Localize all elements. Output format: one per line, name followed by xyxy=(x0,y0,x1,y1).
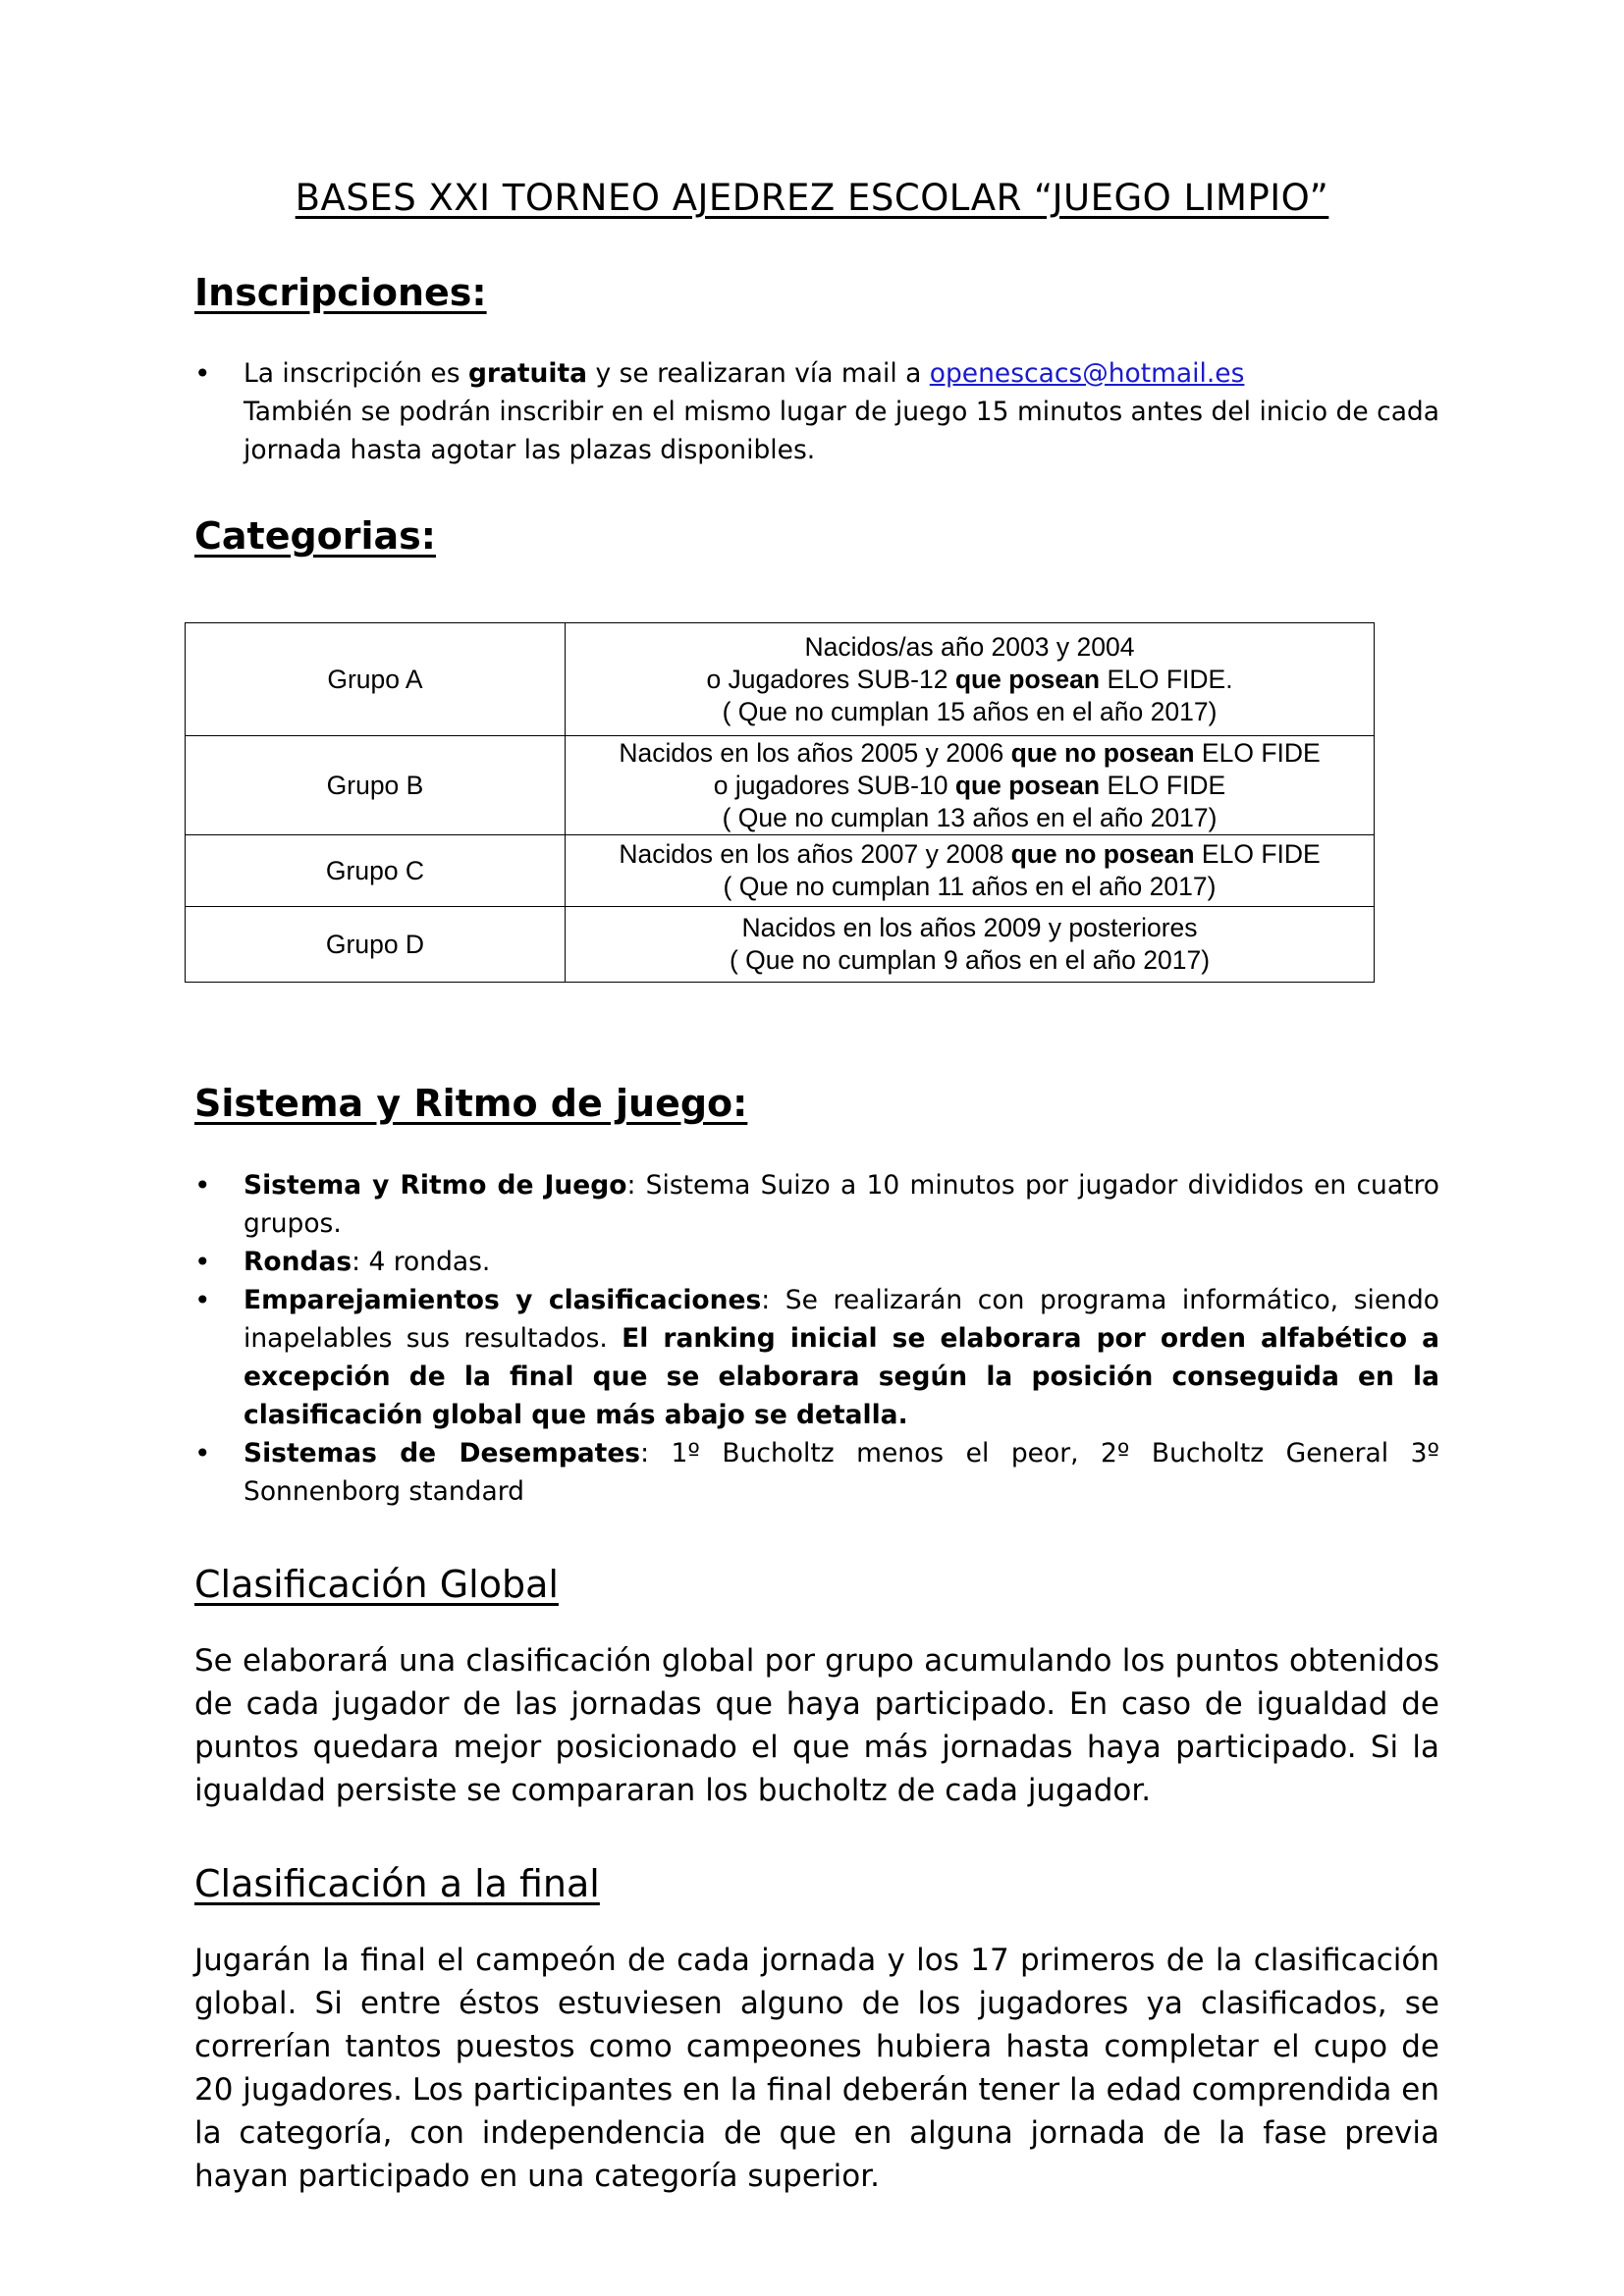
table-row xyxy=(186,736,1375,835)
global-heading: Clasificación Global xyxy=(194,1563,559,1606)
inscripciones-list xyxy=(194,354,1439,469)
description-cell xyxy=(566,623,1375,736)
list-item: • Sistema y Ritmo de Juego: Sistema Suizo a 10 minutos por jugador divididos en cuatro grupos. xyxy=(194,1166,1439,1243)
inscripcion-text: La inscripción es xyxy=(244,358,468,389)
document-title: BASES XXI TORNEO AJEDREZ ESCOLAR “JUEGO LIMPIO” xyxy=(295,177,1329,219)
sistema-heading: Sistema y Ritmo de juego: xyxy=(194,1082,748,1125)
description-line: ( Que no cumplan 11 años en el año 2017) xyxy=(723,872,1217,901)
email-link[interactable]: openescacs@hotmail.es xyxy=(929,358,1245,389)
description-line: o Jugadores SUB-12 que posean ELO FIDE. xyxy=(706,664,1233,694)
group-cell: Grupo A xyxy=(186,623,566,736)
global-paragraph: Se elaborará una clasificación global por grupo acumulando los puntos obtenidos de cada jugador de las jornadas que haya participado. En caso de igualdad de puntos quedara mejor posicionado el que más jornadas haya participado. Si la igualdad persiste se compararan los bucholtz de cada jugador. xyxy=(194,1643,1439,1808)
inscripciones-heading: Inscripciones: xyxy=(194,271,487,314)
list-item xyxy=(194,354,1439,469)
description-cell xyxy=(566,835,1375,907)
group-cell: Grupo C xyxy=(186,835,566,907)
list-item: • Rondas: 4 rondas. xyxy=(194,1243,1439,1281)
description-line: Nacidos en los años 2009 y posteriores xyxy=(741,913,1198,942)
description-line: ( Que no cumplan 9 años en el año 2017) xyxy=(729,945,1211,975)
description-line: Nacidos en los años 2007 y 2008 que no posean ELO FIDE xyxy=(619,839,1321,869)
final-paragraph: Jugarán la final el campeón de cada jornada y los 17 primeros de la clasificación global. Si entre éstos estuviesen alguno de los jugadores ya clasificados, se correrían tantos puestos como campeones hubiera hasta completar el cupo de 20 jugadores. Los participantes en la final deberán tener la edad comprendida en la categoría, con independencia de que en alguna jornada de la fase previa hayan participado en una categoría superior. xyxy=(194,1943,1439,2194)
list-item: • Sistemas de Desempates: 1º Bucholtz menos el peor, 2º Bucholtz General 3º Sonnenborg standard xyxy=(194,1434,1439,1511)
description-line: ( Que no cumplan 13 años en el año 2017) xyxy=(722,802,1218,832)
group-cell: Grupo B xyxy=(186,736,566,835)
categories-table xyxy=(185,622,1375,983)
sistema-list xyxy=(194,1166,1439,1511)
description-line: ( Que no cumplan 15 años en el año 2017) xyxy=(722,696,1218,726)
description-cell xyxy=(566,736,1375,835)
description-line: o jugadores SUB-10 que posean ELO FIDE xyxy=(713,770,1226,800)
final-heading: Clasificación a la final xyxy=(194,1862,600,1905)
table-row xyxy=(186,835,1375,907)
list-item: • Emparejamientos y clasificaciones: Se realizarán con programa informático, siendo inapelables sus resultados. El ranking inicial se elaborara por orden alfabético a excepción de la final que se elaborara según la posición conseguida en la clasificación global que más abajo se detalla. xyxy=(194,1281,1439,1434)
table-row xyxy=(186,907,1375,983)
group-cell: Grupo D xyxy=(186,907,566,983)
categorias-heading: Categorias: xyxy=(194,514,436,558)
inscripcion-bold: gratuita xyxy=(467,358,588,389)
inscripcion-details: También se podrán inscribir en el mismo lugar de juego 15 minutos antes del inicio de cada jornada hasta agotar las plazas disponibles. xyxy=(244,397,1439,465)
description-line: Nacidos/as año 2003 y 2004 xyxy=(804,631,1135,662)
inscripcion-text-2: y se realizaran vía mail a xyxy=(587,358,930,389)
table-row xyxy=(186,623,1375,736)
description-cell xyxy=(566,907,1375,983)
description-line: Nacidos en los años 2005 y 2006 que no posean ELO FIDE xyxy=(619,737,1321,768)
